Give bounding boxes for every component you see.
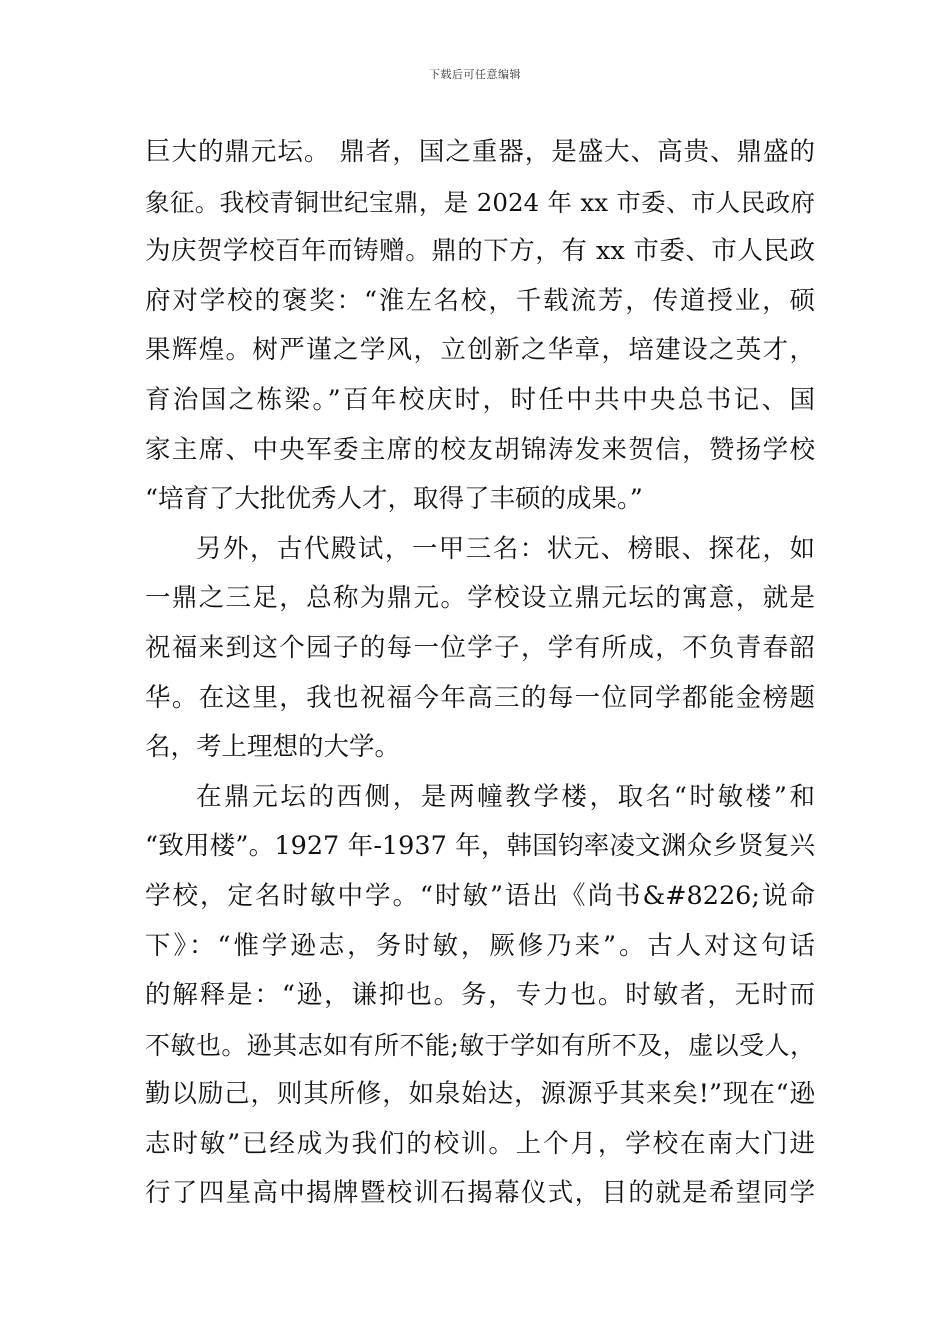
text-line: 一鼎之三足，总称为鼎元。学校设立鼎元坛的寓意，就是 — [145, 583, 815, 614]
text-line: 象征。我校青铜世纪宝鼎，是 2024 年 xx 市委、市人民政府 — [145, 187, 815, 217]
page-header: 下载后可任意编辑 — [429, 68, 521, 81]
text-line: 府对学校的褒奖：“淮左名校，千载流芳，传道授业，硕 — [145, 285, 815, 316]
text-line: 家主席、中央军委主席的校友胡锦涛发来贺信，赞扬学校 — [145, 434, 815, 465]
text-line: 育治国之栋梁。”百年校庆时，时任中共中央总书记、国 — [145, 384, 815, 415]
text-line: 在鼎元坛的西侧，是两幢教学楼，取名“时敏楼”和 — [196, 781, 815, 812]
text-line: 华。在这里，我也祝福今年高三的每一位同学都能金榜题 — [145, 682, 815, 713]
paragraph-3 — [145, 773, 815, 1219]
text-line: 名，考上理想的大学。 — [145, 732, 401, 763]
text-line: 勤以励己，则其所修，如泉始达，源源乎其来矣!”现在“逊 — [145, 1079, 815, 1110]
text-line: 下》：“惟学逊志，务时敏，厥修乃来”。古人对这句话 — [145, 930, 815, 961]
text-line: 行了四星高中揭牌暨校训石揭幕仪式，目的就是希望同学 — [145, 1178, 815, 1209]
text-line: 祝福来到这个园子的每一位学子，学有所成，不负青春韶 — [145, 632, 815, 663]
document-body — [145, 128, 815, 1219]
text-line: 巨大的鼎元坛。 鼎者，国之重器，是盛大、高贵、鼎盛的 — [145, 137, 815, 167]
paragraph-1 — [145, 128, 815, 525]
text-line: “致用楼”。1927 年-1937 年，韩国钧率凌文渊众乡贤复兴 — [145, 831, 815, 862]
text-line: 学校，定名时敏中学。“时敏”语出《尚书&#8226;说命 — [145, 880, 815, 911]
text-line: 志时敏”已经成为我们的校训。上个月，学校在南大门进 — [145, 1128, 815, 1159]
text-line: 为庆贺学校百年而铸赠。鼎的下方，有 xx 市委、市人民政 — [145, 236, 815, 267]
text-line: “培育了大批优秀人才，取得了丰硕的成果。” — [145, 484, 643, 515]
text-line: 果辉煌。树严谨之学风，立创新之华章，培建设之英才， — [145, 335, 815, 366]
text-line: 的解释是：“逊，谦抑也。务，专力也。时敏者，无时而 — [145, 980, 815, 1011]
text-line: 不敏也。逊其志如有所不能;敏于学如有所不及，虚以受人， — [145, 1030, 815, 1060]
text-line: 另外，古代殿试，一甲三名：状元、榜眼、探花，如 — [196, 533, 815, 564]
paragraph-2 — [145, 525, 815, 773]
